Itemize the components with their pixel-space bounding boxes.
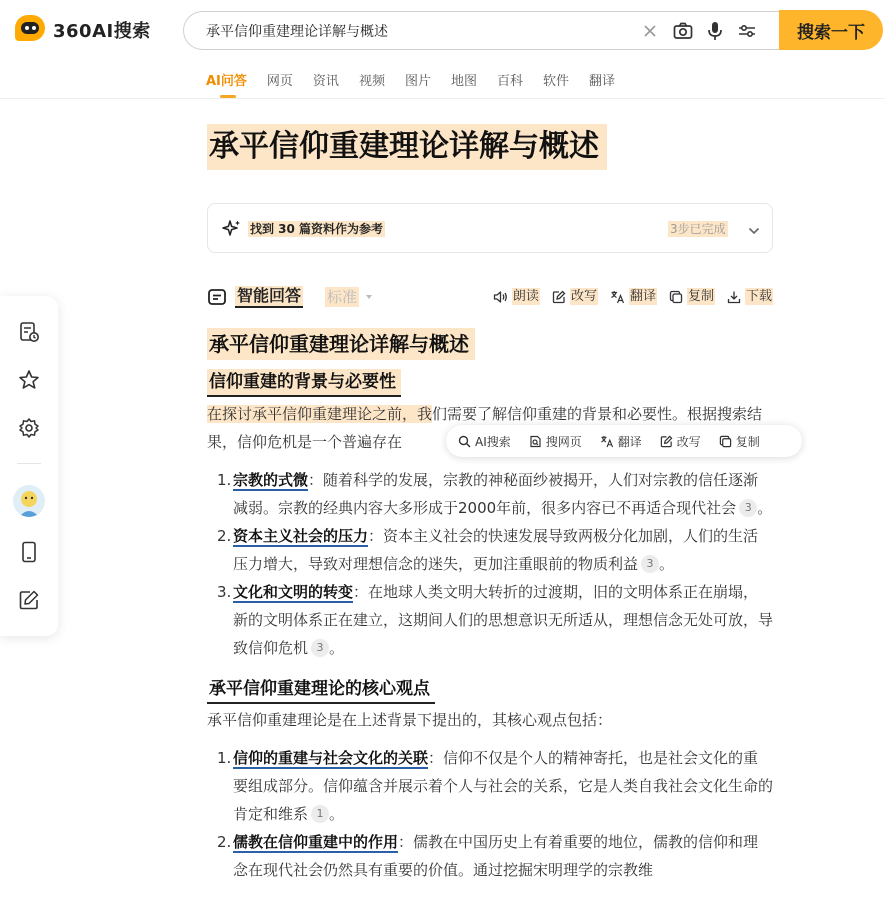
citation-badge[interactable]: 3 xyxy=(739,499,757,517)
popup-translate-button[interactable]: 翻译 xyxy=(600,433,642,450)
section-heading: 承平信仰重建理论的核心观点 xyxy=(207,676,435,704)
selected-text[interactable]: 在探讨承平信仰重建理论之前，我 xyxy=(207,405,433,423)
tab-translate[interactable]: 翻译 xyxy=(589,74,616,89)
tab-map[interactable]: 地图 xyxy=(450,74,477,89)
chevron-down-icon[interactable] xyxy=(748,222,760,241)
selection-popup xyxy=(446,425,802,457)
tab-news[interactable]: 资讯 xyxy=(312,74,339,89)
viewpoints-list xyxy=(207,744,773,884)
copy-icon xyxy=(669,290,683,304)
reference-summary: 找到 30 篇资料作为参考 xyxy=(250,222,384,236)
answer-label xyxy=(207,286,303,308)
answer-heading: 承平信仰重建理论详解与概述 xyxy=(207,328,475,360)
microphone-icon[interactable] xyxy=(704,20,726,42)
search-input[interactable] xyxy=(206,21,626,41)
avatar[interactable] xyxy=(13,485,45,517)
tab-software[interactable]: 软件 xyxy=(543,74,570,89)
list-item: 2. 资本主义社会的压力：资本主义社会的快速发展导致两极分化加剧，人们的生活压力增大，导致对理想信念的迷失，更加注重眼前的物质利益 3 。 xyxy=(217,527,759,573)
reference-status: 3步已完成 xyxy=(670,222,726,236)
star-icon[interactable] xyxy=(17,368,41,392)
download-icon xyxy=(727,290,741,304)
side-toolbar xyxy=(0,296,58,636)
gear-icon[interactable] xyxy=(17,416,41,440)
term-link[interactable]: 资本主义社会的压力 xyxy=(233,527,369,545)
toolbar-divider xyxy=(17,463,41,464)
popup-copy-button[interactable]: 复制 xyxy=(719,433,760,450)
translate-icon xyxy=(610,290,625,304)
term-link[interactable]: 儒教在信仰重建中的作用 xyxy=(233,833,399,851)
tab-video[interactable]: 视频 xyxy=(358,74,385,89)
term-link[interactable]: 宗教的式微 xyxy=(233,471,309,489)
clear-icon[interactable] xyxy=(639,20,661,42)
section-heading: 信仰重建的背景与必要性 xyxy=(207,369,401,397)
caret-down-icon xyxy=(366,295,372,299)
tab-ai-answer[interactable]: AI问答 xyxy=(206,70,247,98)
tab-web[interactable]: 网页 xyxy=(266,74,293,89)
mobile-icon[interactable] xyxy=(17,540,41,564)
term-link[interactable]: 信仰的重建与社会文化的关联 xyxy=(233,749,429,767)
section-intro: 承平信仰重建理论是在上述背景下提出的，其核心观点包括： xyxy=(207,711,613,729)
answer-mode-select[interactable]: 标准 xyxy=(327,288,358,306)
list-item: 3. 文化和文明的转变：在地球人类文明大转折的过渡期，旧的文明体系正在崩塌，新的文明体系正在建立，这期间人们的思想意识无所适从，理想信念无处可放，导致信仰危机 3 。 xyxy=(217,583,774,657)
search-icon xyxy=(458,435,471,448)
page-title: 承平信仰重建理论详解与概述 xyxy=(207,124,607,170)
citation-badge[interactable]: 3 xyxy=(641,555,659,573)
list-item: 2. 儒教在信仰重建中的作用：儒教在中国历史上有着重要的地位，儒教的信仰和理念在现代社会仍然具有重要的价值。通过挖掘宋明理学的宗教维 xyxy=(217,833,759,879)
reference-card[interactable] xyxy=(207,203,773,253)
header xyxy=(0,0,885,60)
search-button[interactable]: 搜索一下 xyxy=(779,10,883,50)
edit-icon xyxy=(660,435,673,448)
popup-ai-search-button[interactable]: AI搜索 xyxy=(458,433,511,450)
answer-tools xyxy=(493,288,773,305)
logo[interactable] xyxy=(15,14,151,46)
camera-icon[interactable] xyxy=(672,20,694,42)
citation-badge[interactable]: 1 xyxy=(311,805,329,823)
section-intro: 在探讨承平信仰重建理论之前，我们需要了解信仰重建的背景和必要性。根据搜索结果，信仰危机是一个普遍存在 xyxy=(207,405,763,451)
translate-icon xyxy=(600,435,614,448)
filter-icon[interactable] xyxy=(736,20,758,42)
download-button[interactable]: 下载 xyxy=(727,288,773,305)
search-box xyxy=(183,11,783,50)
translate-button[interactable]: 翻译 xyxy=(610,288,657,305)
list-item: 1. 宗教的式微：随着科学的发展，宗教的神秘面纱被揭开，人们对宗教的信任逐渐减弱。宗教的经典内容大多形成于2000年前，很多内容已不再适合现代社会 3 。 xyxy=(217,471,773,517)
logo-text: 360AI搜索 xyxy=(53,21,151,42)
popup-web-search-button[interactable]: 搜网页 xyxy=(529,433,582,450)
answer-icon xyxy=(207,287,227,307)
logo-icon xyxy=(15,15,47,45)
list-item: 1. 信仰的重建与社会文化的关联：信仰不仅是个人的精神寄托，也是社会文化的重要组成部分。信仰蕴含并展示着个人与社会的关系，它是人类自我社会文化生命的肯定和维系 1 。 xyxy=(217,749,774,823)
reasons-list xyxy=(207,466,773,662)
sparkle-icon xyxy=(222,219,242,239)
term-link[interactable]: 文化和文明的转变 xyxy=(233,583,354,601)
tab-encyclopedia[interactable]: 百科 xyxy=(496,74,523,89)
edit-icon xyxy=(552,290,566,304)
read-aloud-button[interactable]: 朗读 xyxy=(493,288,540,305)
answer-content xyxy=(207,328,773,884)
citation-badge[interactable]: 3 xyxy=(311,639,329,657)
search-tabs xyxy=(206,70,635,98)
history-icon[interactable] xyxy=(17,320,41,344)
speaker-icon xyxy=(493,290,508,304)
copy-icon xyxy=(719,435,732,448)
answer-label-text: 智能回答 xyxy=(235,286,303,308)
popup-rewrite-button[interactable]: 改写 xyxy=(660,433,701,450)
copy-button[interactable]: 复制 xyxy=(669,288,715,305)
rewrite-button[interactable]: 改写 xyxy=(552,288,598,305)
web-search-icon xyxy=(529,435,542,448)
header-divider xyxy=(0,98,885,99)
answer-header xyxy=(207,284,773,310)
feedback-icon[interactable] xyxy=(17,588,41,612)
tab-images[interactable]: 图片 xyxy=(404,74,431,89)
